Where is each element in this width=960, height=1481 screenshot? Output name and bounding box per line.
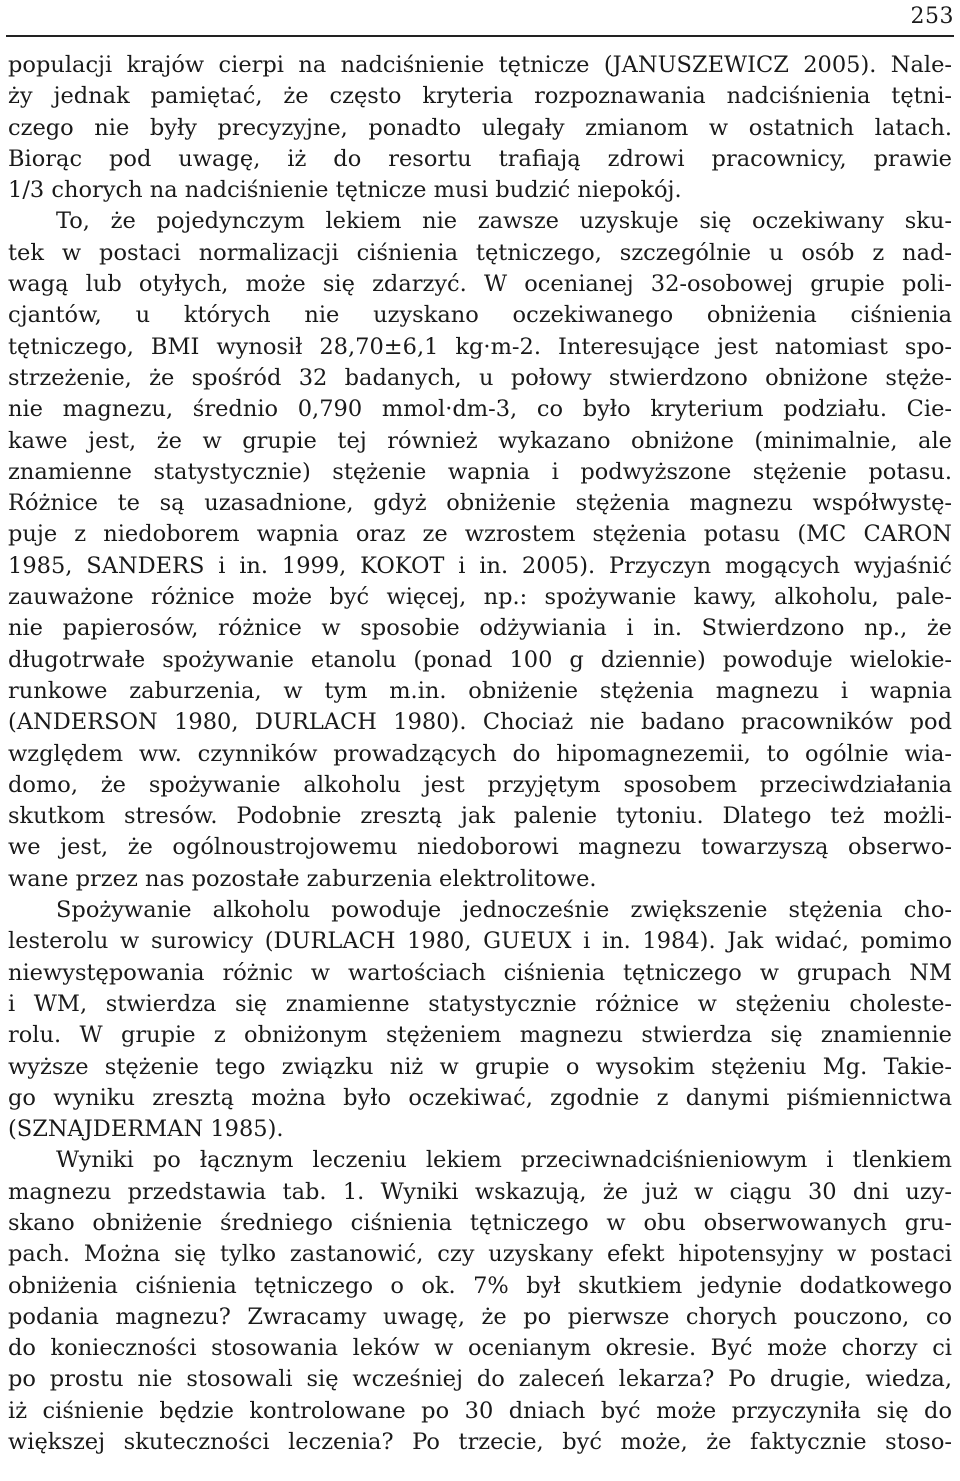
text-line: tętniczego, BMI wynosił 28,70±6,1 kg·m-2. Interesujące jest natomiast spo- [8,333,952,360]
text-line: Biorąc pod uwagę, iż do resortu trafiają zdrowi pracownicy, prawie [8,145,952,172]
text-line: go wyniku zresztą można było oczekiwać, zgodnie z danymi piśmiennictwa [8,1084,952,1111]
text-line: (ANDERSON 1980, DURLACH 1980). Chociaż nie badano pracowników pod [8,709,952,736]
text-line: cjantów, u których nie uzyskano oczekiwanego obniżenia ciśnienia [8,302,952,329]
text-line: lesterolu w surowicy (DURLACH 1980, GUEUX i in. 1984). Jak widać, pomimo [8,928,952,955]
text-line: populacji krajów cierpi na nadciśnienie tętnicze (JANUSZEWICZ 2005). Nale- [8,52,952,78]
text-line: magnezu przedstawia tab. 1. Wyniki wskazują, że już w ciągu 30 dni uzy- [8,1178,952,1205]
text-line: Różnice te są uzasadnione, gdyż obniżenie stężenia magnezu współwystę- [8,490,952,517]
text-line: strzeżenie, że spośród 32 badanych, u połowy stwierdzono obniżone stęże- [8,364,952,391]
text-line: zauważone różnice może być więcej, np.: spożywanie kawy, alkoholu, pale- [8,584,952,611]
text-line: we jest, że ogólnoustrojowemu niedoborowi magnezu towarzyszą obserwo- [8,834,952,861]
text-line: (SZNAJDERMAN 1985). [8,1116,284,1143]
text-line: 1985, SANDERS i in. 1999, KOKOT i in. 2005). Przyczyn mogących wyjaśnić [8,552,952,579]
text-line: To, że pojedynczym lekiem nie zawsze uzyskuje się oczekiwany sku- [56,208,952,235]
text-line: czego nie były precyzyjne, ponadto ulegały zmianom w ostatnich latach. [8,114,952,141]
text-line: wagą lub otyłych, może się zdarzyć. W ocenianej 32-osobowej grupie poli- [8,271,952,298]
text-line: nie magnezu, średnio 0,790 mmol·dm-3, co było kryterium podziału. Cie- [8,396,952,423]
text-line: większej skuteczności leczenia? Po trzecie, być może, że faktycznie stoso- [8,1429,952,1456]
text-line: wyższe stężenie tego związku niż w grupie o wysokim stężeniu Mg. Takie- [8,1053,952,1080]
page-number: 253 [910,4,954,29]
text-line: rolu. W grupie z obniżonym stężeniem magnezu stwierdza się znamiennie [8,1022,952,1049]
body-text [8,50,952,1458]
text-line: iż ciśnienie będzie kontrolowane po 30 dniach być może przyczyniła się do [8,1397,952,1424]
text-line: po prostu nie stosowali się wcześniej do zaleceń lekarza? Po drugie, wiedza, [8,1366,952,1393]
text-line: i WM, stwierdza się znamienne statystycznie różnice w stężeniu choleste- [8,990,952,1017]
text-line: znamienne statystycznie) stężenie wapnia i podwyższone stężenie potasu. [8,458,952,485]
text-line: Spożywanie alkoholu powoduje jednocześnie zwiększenie stężenia cho- [56,897,952,924]
header-rule [6,35,954,37]
text-line: ży jednak pamiętać, że często kryteria rozpoznawania nadciśnienia tętni- [8,83,952,110]
text-line: skano obniżenie średniego ciśnienia tętniczego w obu obserwowanych gru- [8,1209,952,1236]
text-line: nie papierosów, różnice w sposobie odżywiania i in. Stwierdzono np., że [8,615,952,642]
text-line: 1/3 chorych na nadciśnienie tętnicze musi budzić niepokój. [8,177,682,204]
text-line: tek w postaci normalizacji ciśnienia tętniczego, szczególnie u osób z nad- [8,239,952,266]
text-line: obniżenia ciśnienia tętniczego o ok. 7% był skutkiem jedynie dodatkowego [8,1272,952,1299]
text-line: pach. Można się tylko zastanowić, czy uzyskany efekt hipotensyjny w postaci [8,1241,952,1268]
text-line: domo, że spożywanie alkoholu jest przyjętym sposobem przeciwdziałania [8,771,952,798]
text-line: niewystępowania różnic w wartościach ciśnienia tętniczego w grupach NM [8,959,952,986]
text-line: puje z niedoborem wapnia oraz ze wzrostem stężenia potasu (MC CARON [8,521,952,548]
text-line: skutkom stresów. Podobnie zresztą jak palenie tytoniu. Dlatego też możli- [8,803,952,830]
text-line: runkowe zaburzenia, w tym m.in. obniżenie stężenia magnezu i wapnia [8,677,952,704]
text-line: długotrwałe spożywanie etanolu (ponad 100 g dziennie) powoduje wielokie- [8,646,952,673]
text-line: podania magnezu? Zwracamy uwagę, że po pierwsze chorych pouczono, co [8,1303,952,1330]
text-line: kawe jest, że w grupie tej również wykazano obniżone (minimalnie, ale [8,427,952,454]
text-line: do konieczności stosowania leków w ocenianym okresie. Być może chorzy ci [8,1335,952,1362]
text-line: Wyniki po łącznym leczeniu lekiem przeciwnadciśnieniowym i tlenkiem [56,1147,952,1174]
text-line: względem ww. czynników prowadzących do hipomagnezemii, to ogólnie wia- [8,740,952,767]
text-line: wane przez nas pozostałe zaburzenia elektrolitowe. [8,865,597,892]
